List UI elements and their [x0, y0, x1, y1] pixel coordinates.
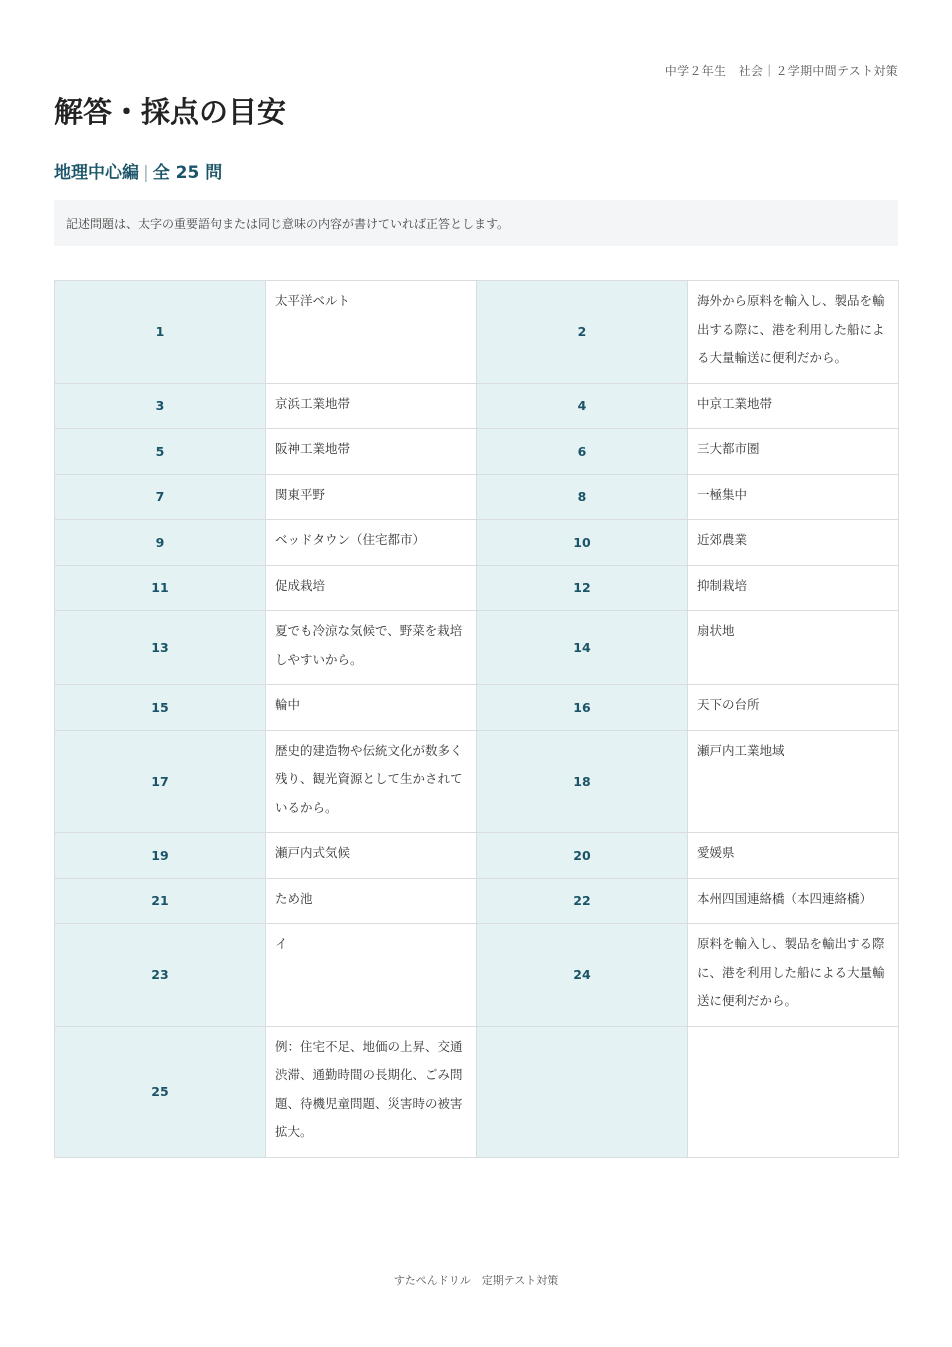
answer-cell: [688, 730, 899, 833]
answer-cell: [688, 685, 899, 731]
answer-cell: [266, 474, 477, 520]
question-number: 18: [477, 730, 688, 833]
grading-note-text: 記述問題は、太字の重要語句または同じ意味の内容が書けていれば正答とします。: [66, 216, 510, 231]
question-number: 20: [477, 833, 688, 879]
question-number: 23: [55, 924, 266, 1027]
question-number: 2: [477, 281, 688, 384]
page-title: 解答・採点の目安: [54, 95, 287, 129]
section-label: 地理中心編: [54, 163, 139, 183]
question-number: [477, 1026, 688, 1157]
answer-cell: [266, 520, 477, 566]
answer-table: [54, 280, 899, 1158]
answer-text: 一極集中: [697, 486, 748, 502]
question-number: 19: [55, 833, 266, 879]
answer-text: 海外から原料を輸入し、製品を輸出する際に、港を利用した船による大量輸送に便利だから。: [697, 293, 885, 365]
question-number: 22: [477, 878, 688, 924]
question-number: 10: [477, 520, 688, 566]
answer-cell: [688, 474, 899, 520]
question-number: 7: [55, 474, 266, 520]
answer-text: 関東平野: [275, 486, 326, 502]
question-number: 4: [477, 383, 688, 429]
answer-text: 近郊農業: [697, 532, 748, 547]
answer-cell: [266, 611, 477, 685]
answer-text: 阪神工業地帯: [275, 441, 351, 456]
answer-text: 輪中: [275, 697, 301, 712]
answer-text: 瀬戸内工業地域: [697, 742, 785, 758]
answer-text: 愛媛県: [697, 845, 735, 860]
table-row: [55, 1026, 899, 1157]
table-row: [55, 474, 899, 520]
answer-text: 本州四国連絡橋（本四連絡橋）: [697, 890, 873, 906]
question-number: 11: [55, 565, 266, 611]
answer-cell: [688, 429, 899, 475]
question-number: 15: [55, 685, 266, 731]
table-row: [55, 429, 899, 475]
question-number: 8: [477, 474, 688, 520]
table-row: [55, 611, 899, 685]
answer-text: ため池: [275, 890, 313, 906]
answer-cell: [688, 565, 899, 611]
table-row: [55, 833, 899, 879]
answer-cell: [688, 833, 899, 879]
answer-text: 瀬戸内式気候: [275, 845, 351, 860]
answer-cell: [266, 685, 477, 731]
answer-text: 京浜工業地帯: [275, 395, 351, 411]
table-row: [55, 878, 899, 924]
question-number: 6: [477, 429, 688, 475]
question-number: 5: [55, 429, 266, 475]
answer-cell: [266, 833, 477, 879]
table-row: [55, 383, 899, 429]
answer-cell: [266, 1026, 477, 1157]
question-number: 3: [55, 383, 266, 429]
table-row: [55, 685, 899, 731]
table-row: [55, 730, 899, 833]
footer-text: すたぺんドリル 定期テスト対策: [393, 1274, 559, 1287]
section-divider: |: [143, 163, 149, 183]
answer-text: 三大都市圏: [697, 441, 760, 456]
header-meta: 中学２年生 社会｜２学期中間テスト対策: [664, 64, 898, 78]
section-heading: [54, 158, 222, 183]
answer-text: 例：住宅不足、地価の上昇、交通渋滞、通勤時間の長期化、ごみ問題、待機児童問題、災害時の被害拡大。: [275, 1038, 463, 1139]
question-number: 24: [477, 924, 688, 1027]
answer-cell: [688, 281, 899, 384]
answer-cell: [688, 520, 899, 566]
question-number: 12: [477, 565, 688, 611]
answer-text: 中京工業地帯: [697, 395, 773, 411]
answer-text: イ: [275, 936, 288, 951]
question-number: 16: [477, 685, 688, 731]
answer-text: 歴史的建造物や伝統文化が数多く残り、観光資源として生かされているから。: [275, 742, 463, 815]
answer-text: 夏でも冷涼な気候で、野菜を栽培しやすいから。: [275, 623, 463, 667]
answer-text: 抑制栽培: [697, 577, 748, 593]
answer-cell: [266, 924, 477, 1027]
question-number: 1: [55, 281, 266, 384]
table-row: [55, 520, 899, 566]
answer-cell: [266, 730, 477, 833]
table-row: [55, 924, 899, 1027]
answer-text: 原料を輸入し、製品を輸出する際に、港を利用した船による大量輸送に便利だから。: [697, 936, 885, 1008]
question-number: 17: [55, 730, 266, 833]
answer-cell: [688, 878, 899, 924]
answer-text: ベッドタウン（住宅都市）: [275, 532, 426, 547]
answer-cell: [266, 429, 477, 475]
question-count: 全 25 問: [152, 163, 223, 183]
answer-cell: [266, 878, 477, 924]
question-number: 25: [55, 1026, 266, 1157]
question-number: 13: [55, 611, 266, 685]
answer-text: 天下の台所: [697, 697, 760, 712]
table-row: [55, 565, 899, 611]
grading-note: [54, 200, 898, 246]
answer-cell: [688, 383, 899, 429]
answer-cell: [688, 611, 899, 685]
answer-cell: [266, 281, 477, 384]
question-number: 21: [55, 878, 266, 924]
answer-text: 扇状地: [697, 623, 735, 638]
table-row: [55, 281, 899, 384]
answer-text: 促成栽培: [275, 577, 326, 593]
answer-cell: [266, 565, 477, 611]
answer-cell: [688, 924, 899, 1027]
question-number: 9: [55, 520, 266, 566]
answer-cell: [688, 1026, 899, 1157]
answer-cell: [266, 383, 477, 429]
question-number: 14: [477, 611, 688, 685]
answer-text: 太平洋ベルト: [275, 293, 351, 308]
